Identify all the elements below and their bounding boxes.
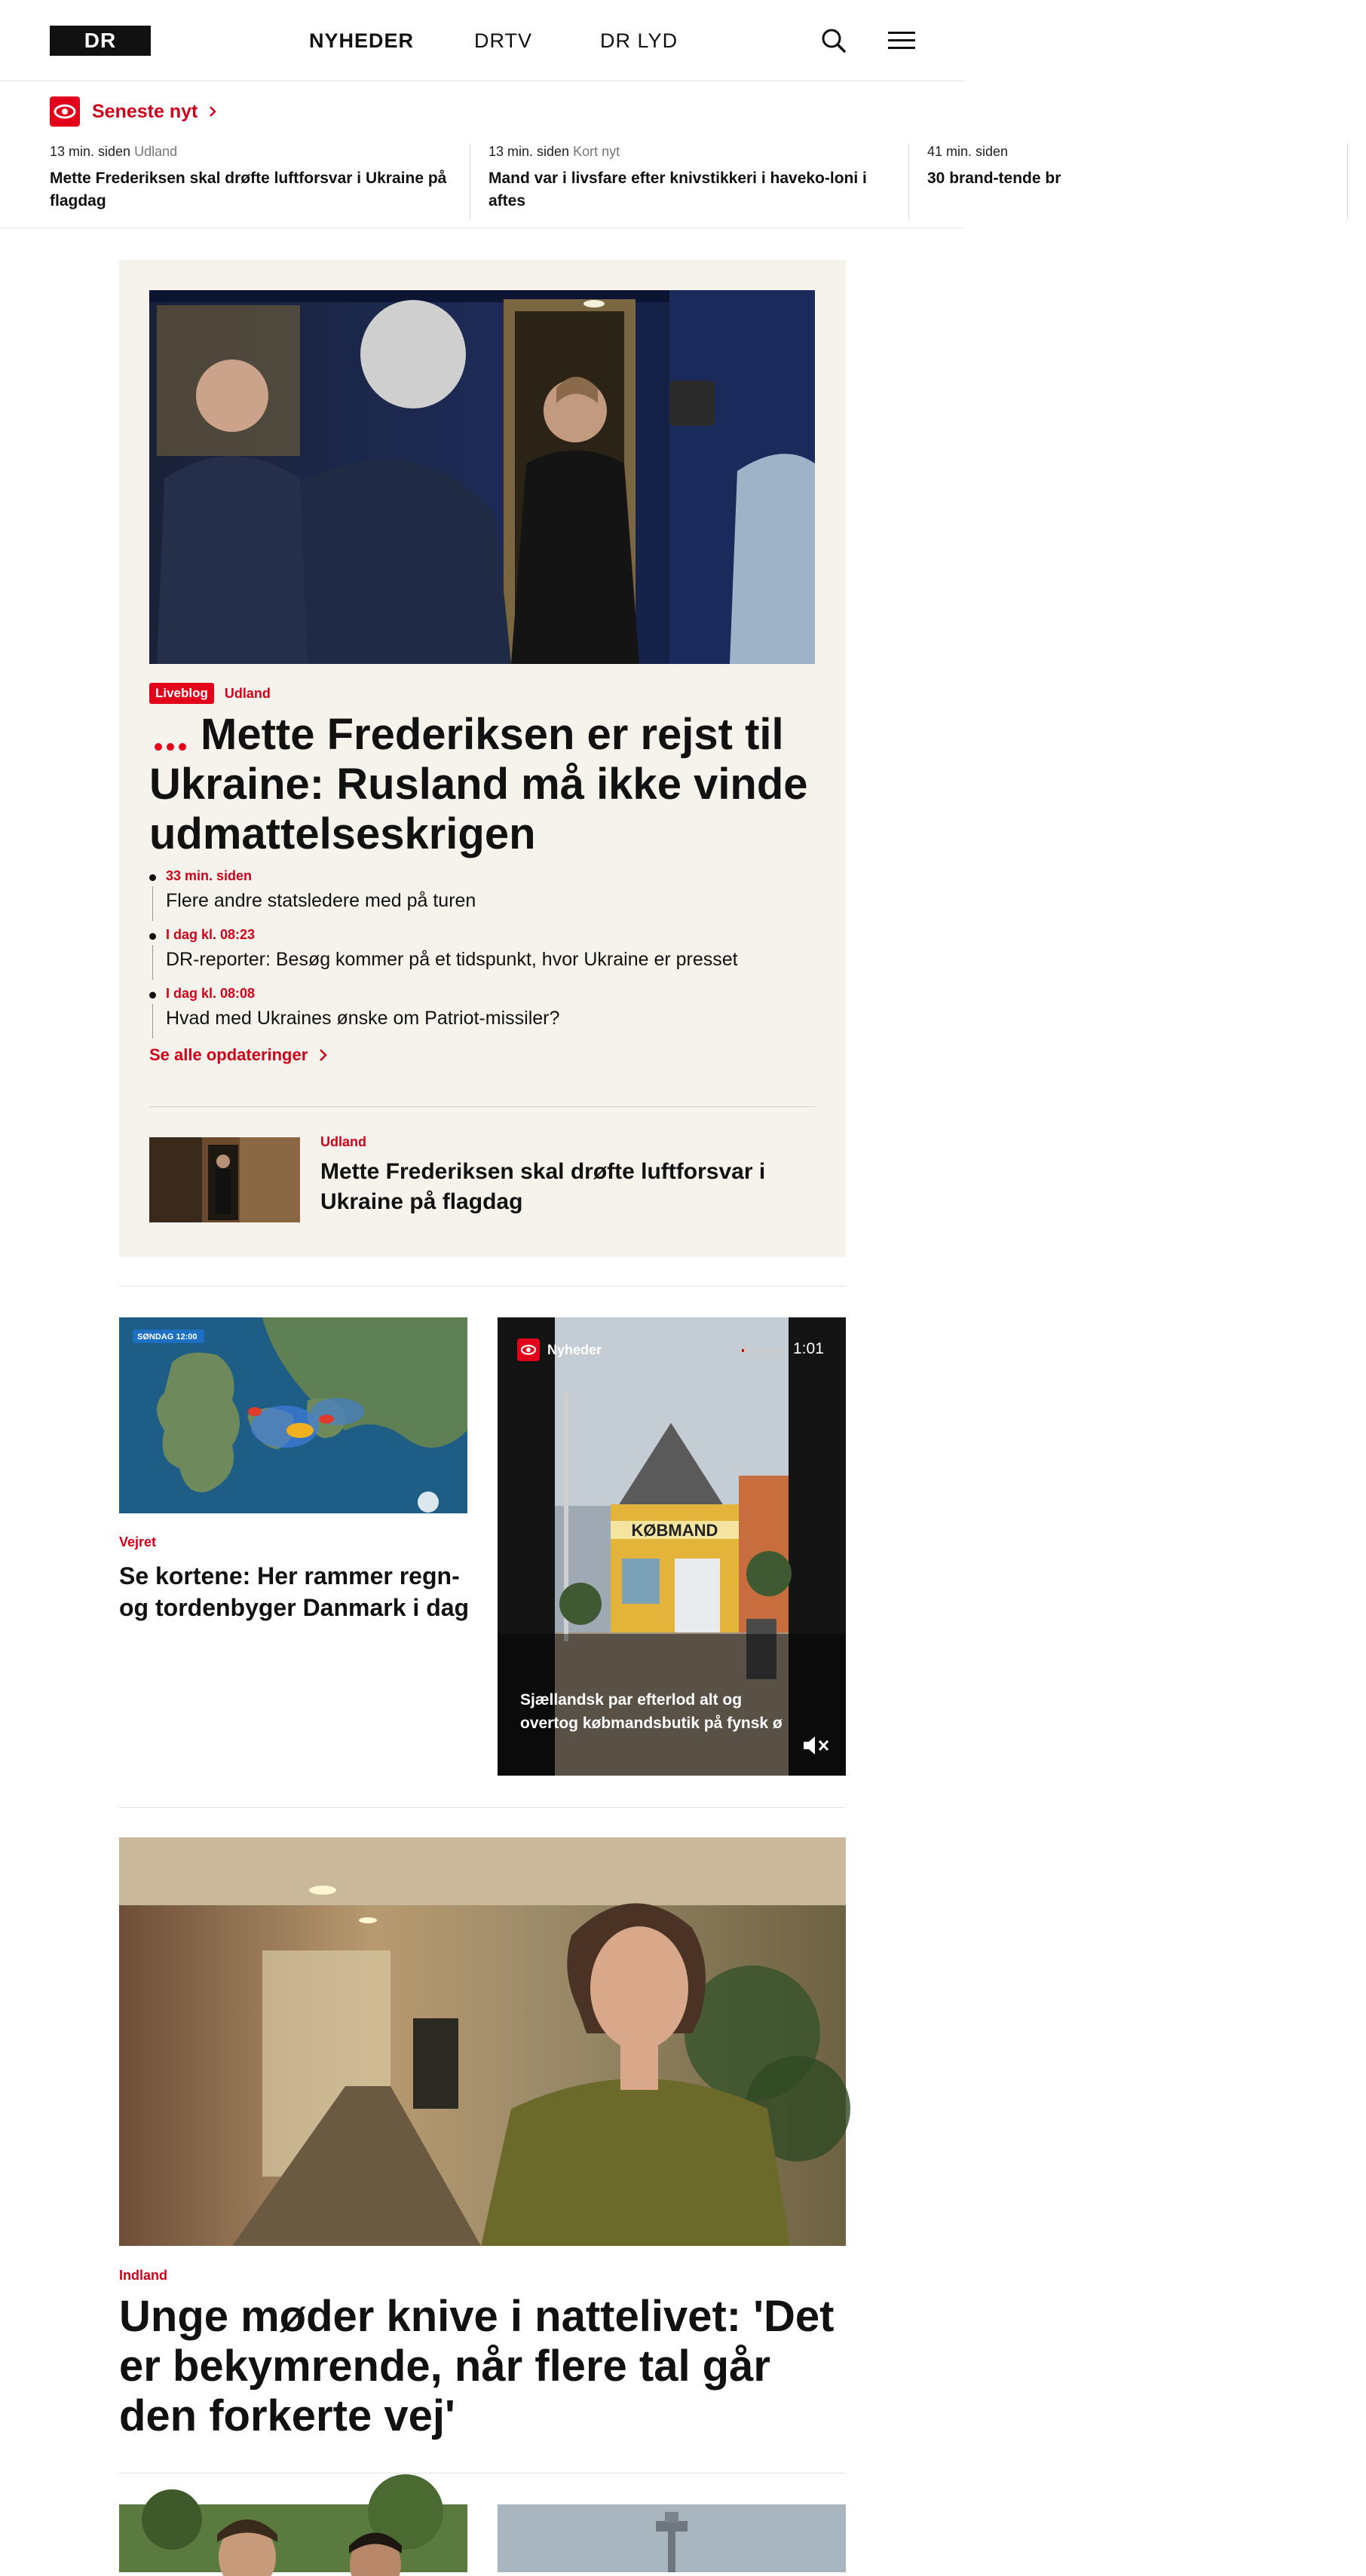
headline-rest: 'Det er bekymrende, når flere tal går den forkerte vej' [119, 2292, 835, 2440]
update-time: I dag kl. 08:08 [166, 986, 256, 1001]
video-brand [517, 1338, 602, 1361]
latest-news-item[interactable] [489, 144, 909, 219]
nav-item-drtv[interactable]: DRTV [474, 29, 533, 52]
latest-news-category: Kort nyt [573, 144, 620, 159]
see-all-updates-link[interactable] [149, 1045, 329, 1065]
section-divider [119, 2473, 846, 2474]
weather-map-label: SØNDAG 12:00 [137, 1332, 198, 1342]
latest-news-time: 13 min. siden [50, 144, 131, 159]
weather-category[interactable]: Vejret [119, 1534, 157, 1550]
headline-bold: Unge møder knive i nattelivet: [119, 2292, 742, 2341]
video-player[interactable] [498, 1317, 846, 1776]
mute-icon[interactable] [801, 1733, 831, 1758]
latest-news-header[interactable] [50, 96, 220, 127]
headline-rest: Rusland må ikke vinde udmattelseskrigen [149, 760, 808, 858]
latest-news-item[interactable] [50, 144, 470, 219]
nav-item-dr-lyd[interactable]: DR LYD [600, 29, 678, 52]
liveblog-badge: Liveblog [149, 683, 214, 704]
section-divider [119, 1807, 846, 1808]
story-thumbnail[interactable] [498, 2504, 846, 2572]
weather-headline[interactable] [119, 1560, 473, 1623]
divider [149, 1106, 815, 1107]
latest-news-time: 41 min. siden [927, 144, 1009, 159]
shop-sign: KØBMAND [631, 1521, 718, 1540]
nav-item-nyheder[interactable]: NYHEDER [309, 29, 415, 52]
hero-image[interactable] [149, 290, 815, 664]
latest-news-headline: 30 brand-tende br [927, 170, 1061, 187]
liveblog-update[interactable] [149, 927, 813, 986]
liveblog-update[interactable] [149, 868, 813, 927]
headline-rest: Her rammer regn- og tordenbyger Danmark i dag [119, 1562, 470, 1621]
chevron-right-icon [318, 1048, 329, 1063]
latest-news-list [50, 144, 1366, 219]
hamburger-menu-icon[interactable] [887, 26, 917, 56]
liveblog-timeline [149, 868, 813, 1045]
video-progress-bar[interactable] [742, 1349, 784, 1352]
dr-eye-icon [50, 96, 80, 127]
latest-news-meta [50, 144, 447, 160]
story-tags [149, 683, 271, 704]
latest-news-item[interactable] [927, 144, 1348, 219]
top-story-headline[interactable] [149, 710, 820, 859]
weather-map-image[interactable] [119, 1317, 467, 1513]
top-story-card [119, 260, 846, 1257]
latest-news-meta [927, 144, 1325, 160]
dr-eye-icon [517, 1338, 540, 1361]
latest-news-time: 13 min. siden [489, 144, 570, 159]
see-all-label: Se alle opdateringer [149, 1045, 308, 1064]
latest-news-headline: Mand var i livsfare efter knivstikkeri i haveko-loni i aftes [489, 170, 867, 210]
video-brand-name: Nyheder [547, 1342, 602, 1357]
latest-news-meta [489, 144, 886, 160]
video-caption: Sjællandsk par efterlod alt og overtog købmandsbutik på fynsk ø [520, 1691, 783, 1732]
big-story-category[interactable]: Indland [119, 2268, 167, 2283]
update-time: 33 min. siden [166, 868, 253, 883]
update-time: I dag kl. 08:23 [166, 927, 256, 942]
story-category[interactable]: Udland [224, 685, 271, 701]
headline-bold: Mette Frederiksen er rejst til Ukraine: [149, 710, 784, 809]
dr-logo[interactable]: DR [50, 26, 151, 56]
search-icon[interactable] [819, 26, 849, 56]
video-progress-fill [742, 1349, 744, 1352]
video-duration: 1:01 [793, 1340, 824, 1357]
live-dots-icon [149, 723, 194, 753]
headline-bold: Se kortene: [119, 1562, 251, 1589]
latest-news-strip [0, 82, 1061, 228]
site-header [0, 0, 965, 81]
big-story-image[interactable] [119, 1837, 846, 2246]
related-story-thumbnail[interactable] [149, 1137, 300, 1222]
update-text: Flere andre statsledere med på turen [166, 890, 476, 911]
main-nav [309, 26, 678, 56]
update-text: Hvad med Ukraines ønske om Patriot-missiler? [166, 1008, 560, 1029]
story-thumbnail[interactable] [119, 2504, 467, 2572]
latest-news-headline: Mette Frederiksen skal drøfte luftforsvar i Ukraine på flagdag [50, 170, 447, 210]
latest-news-category: Udland [134, 144, 178, 159]
big-story-headline[interactable] [119, 2292, 846, 2441]
chevron-right-icon [205, 104, 220, 119]
related-story-category[interactable]: Udland [320, 1134, 366, 1149]
update-text: DR-reporter: Besøg kommer på et tidspunkt, hvor Ukraine er presset [166, 949, 738, 970]
related-story-headline[interactable]: Mette Frederiksen skal drøfte luftforsvar i Ukraine på flagdag [320, 1159, 766, 1214]
liveblog-update[interactable] [149, 986, 813, 1045]
latest-news-title: Seneste nyt [92, 100, 198, 122]
